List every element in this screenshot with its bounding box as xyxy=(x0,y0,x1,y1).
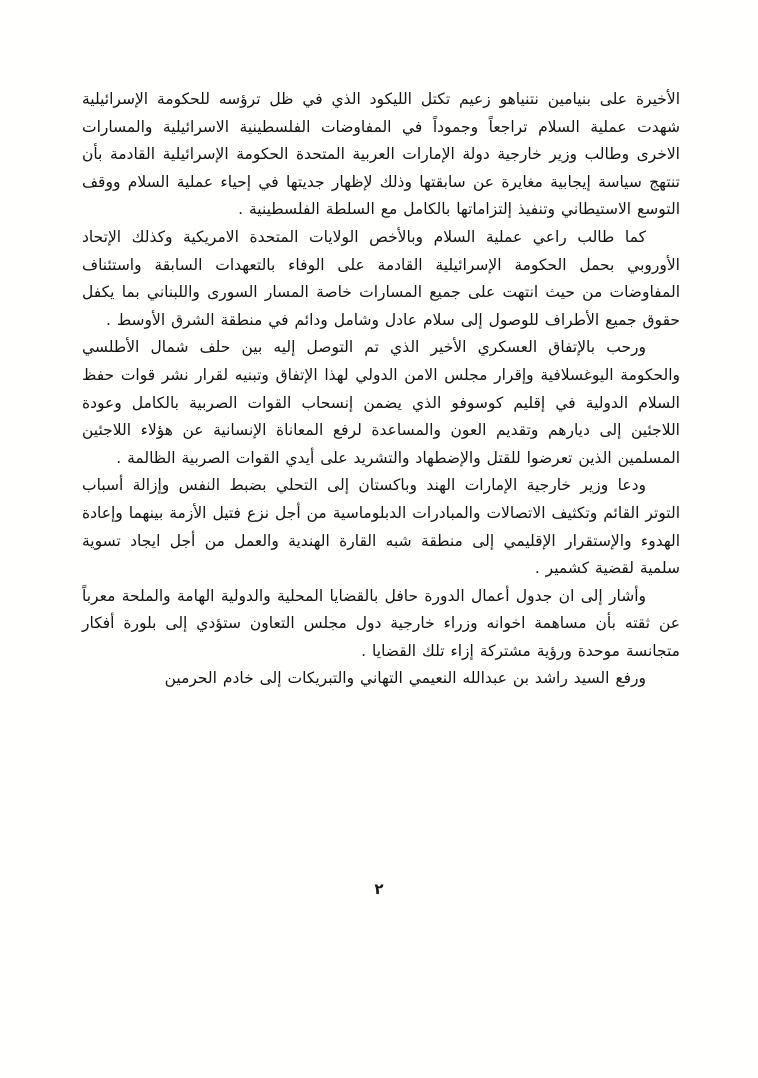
paragraph-continuation: الأخيرة على بنيامين نتنياهو زعيم تكتل الليكود الذي في ظل ترؤسه للحكومة الإسرائيلية شهدت عملية السلام تراجعاً وجموداً في المفاوضات الفلسطينية الاسرائيلية والمسارات الاخرى وطالب وزير خارجية دولة الإمارات العربية المتحدة الحكومة الإسرائيلية القادمة بأن تنتهج سياسة إيجابية مغايرة عن سابقتها وذلك لإظهار جديتها في إحياء عملية السلام ووقف التوسع الاستيطاني وتنفيذ إلتزاماتها بالكامل مع السلطة الفلسطينية . xyxy=(82,90,680,219)
paragraph-india-pakistan: ودعا وزير خارجية الإمارات الهند وباكستان إلى التحلي بضبط النفس وإزالة أسباب التوتر القائم وتكثيف الاتصالات والمبادرات الدبلوماسية من أجل نزع فتيل الأزمة بينهما وإعادة الهدوء والإستقرار الإقليمي إلى منطقة شبه القارة الهندية والعمل من أجل ايجاد تسوية سلمية لقضية كشمير . xyxy=(82,476,680,578)
page-number: ٢ xyxy=(374,880,384,898)
paragraph-kosovo-agreement: ورحب بالإتفاق العسكري الأخير الذي تم التوصل إليه بين حلف شمال الأطلسي والحكومة اليوغسلافية وإقرار مجلس الامن الدولي لهذا الإتفاق وتبنيه لقرار نشر قوات حفظ السلام الدولية في إقليم كوسوفو الذي يضمن إنسحاب القوات الصربية بالكامل وعودة اللاجئين إلى ديارهم وتقديم العون والمساعدة لرفع المعاناة الإنسانية عن هؤلاء اللاجئين المسلمين الذين تعرضوا للقتل والإضطهاد والتشريد على أيدي القوات الصربية الظالمة . xyxy=(82,338,680,467)
document-text-block xyxy=(82,86,680,693)
paragraph-session-agenda: وأشار إلى ان جدول أعمال الدورة حافل بالقضايا المحلية والدولية الهامة والملحة معرباً عن ثقته بأن مساهمة اخوانه وزراء خارجية دول مجلس التعاون ستؤدي إلى بلورة أفكار متجانسة موحدة ورؤية مشتركة إزاء تلك القضايا . xyxy=(82,586,680,660)
paragraph-greetings: ورفع السيد راشد بن عبدالله النعيمي التهاني والتبريكات إلى خادم الحرمين xyxy=(164,669,646,688)
paragraph-peace-sponsors: كما طالب راعي عملية السلام وبالأخص الولايات المتحدة الامريكية وكذلك الإتحاد الأوروبي بحمل الحكومة الإسرائيلية القادمة على الوفاء بالتعهدات السابقة واستئناف المفاوضات من حيث انتهت على جميع المسارات خاصة المسار السورى واللبناني بما يكفل حقوق جميع الأطراف للوصول إلى سلام عادل وشامل ودائم في منطقة الشرق الأوسط . xyxy=(82,227,680,329)
